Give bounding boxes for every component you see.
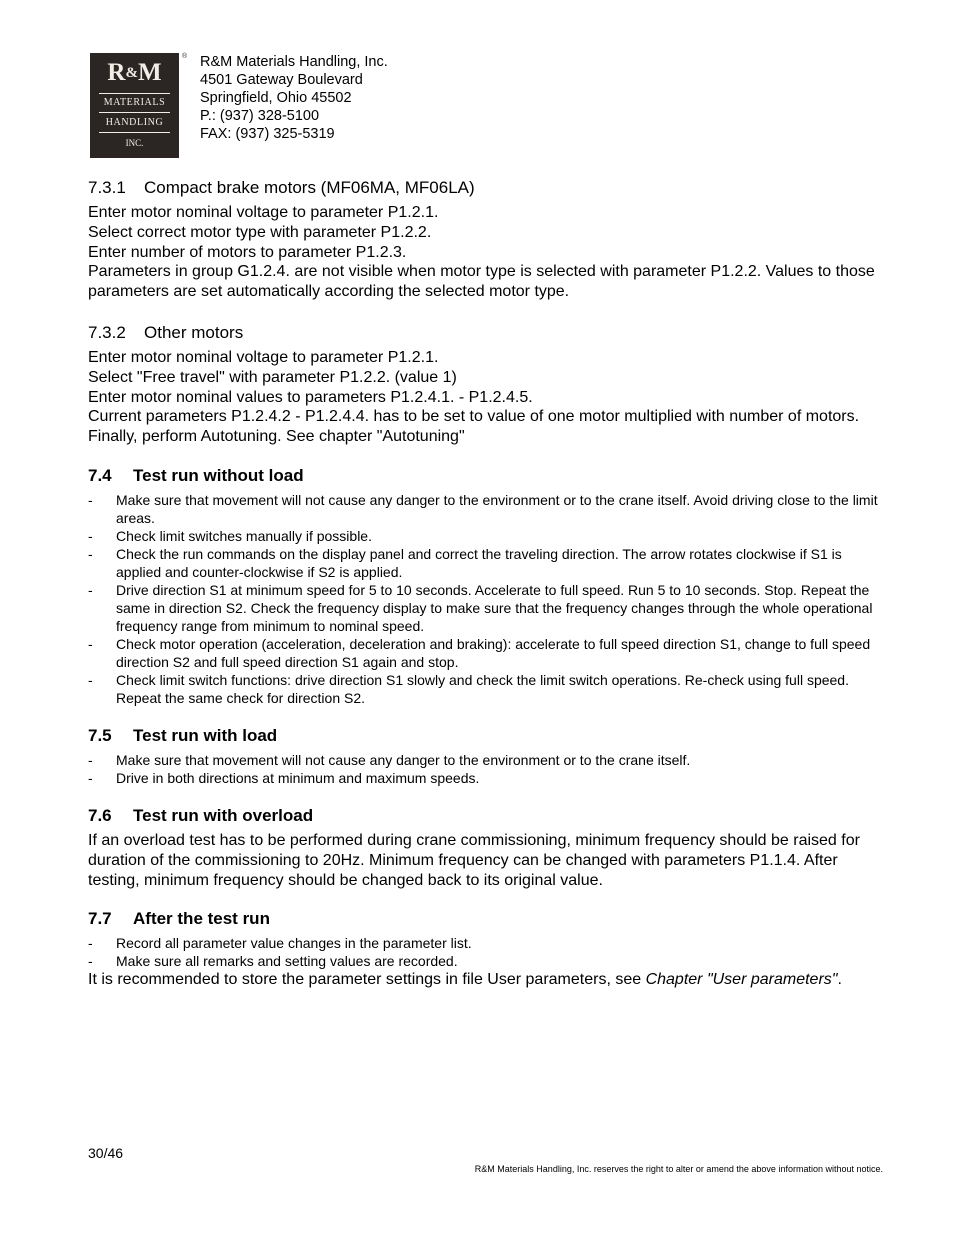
- closing-paragraph: It is recommended to store the parameter settings in file User parameters, see Chapter "User parameters".: [88, 971, 842, 989]
- logo-monogram: R&M: [107, 59, 162, 86]
- list-item: - Make sure that movement will not cause any danger to the environment or to the crane itself.: [88, 751, 888, 769]
- list-item: - Make sure all remarks and setting values are recorded.: [88, 952, 888, 970]
- paragraph-line: Enter motor nominal values to parameters P1.2.4.1. - P1.2.4.5.: [88, 388, 533, 406]
- list-item: - Check limit switches manually if possible.: [88, 527, 888, 545]
- company-logo: [90, 53, 179, 158]
- list-item: - Check limit switch functions: drive direction S1 slowly and check the limit switch operations. Re-check using full speed. Repeat the same check for direction S2.: [88, 671, 888, 707]
- paragraph-line: Current parameters P1.2.4.2 - P1.2.4.4. has to be set to value of one motor multiplied with number of motors.: [88, 408, 860, 426]
- footer-disclaimer: R&M Materials Handling, Inc. reserves the right to alter or amend the above information without notice.: [474, 1164, 883, 1174]
- page-number: 30/46: [88, 1145, 124, 1161]
- paragraph-line: Enter number of motors to parameter P1.2.3.: [88, 243, 407, 261]
- address-line: Springfield, Ohio 45502: [200, 90, 352, 106]
- paragraph-line: Parameters in group G1.2.4. are not visible when motor type is selected with parameter P1.2.2. Values to those parameters are set automatically according the selected motor type.: [88, 263, 875, 301]
- company-address: [200, 53, 388, 143]
- chapter-reference: Chapter "User parameters": [645, 971, 838, 989]
- list-item: - Record all parameter value changes in the parameter list.: [88, 934, 888, 952]
- section-7-7-heading: 7.7 After the test run: [88, 909, 270, 929]
- section-7-5-list: [88, 751, 888, 787]
- paragraph-line: Select correct motor type with parameter P1.2.2.: [88, 223, 432, 241]
- address-line: FAX: (937) 325-5319: [200, 126, 335, 142]
- paragraph-line: Select "Free travel" with parameter P1.2.2. (value 1): [88, 368, 457, 386]
- logo-word-2: HANDLING: [105, 117, 164, 128]
- list-item: - Check the run commands on the display panel and correct the traveling direction. The arrow rotates clockwise if S1 is applied and counter-clockwise if S2 is applied.: [88, 545, 888, 581]
- section-7-4-heading: 7.4 Test run without load: [88, 465, 304, 485]
- section-7-6-paragraph: If an overload test has to be performed during crane commissioning, minimum frequency should be raised for duration of the commissioning to 20Hz. Minimum frequency can be changed with parameters P1.1.4. After testing, minimum frequency should be changed back to its original value.: [88, 831, 860, 889]
- section-7-7-list: [88, 934, 888, 970]
- paragraph-line: Finally, perform Autotuning. See chapter "Autotuning": [88, 428, 465, 446]
- section-7-3-1-heading: 7.3.1 Compact brake motors (MF06MA, MF06LA): [88, 178, 475, 197]
- paragraph-line: Enter motor nominal voltage to parameter P1.2.1.: [88, 204, 439, 221]
- section-7-3-2-heading: 7.3.2 Other motors: [88, 322, 244, 342]
- address-line: R&M Materials Handling, Inc.: [200, 54, 388, 70]
- section-7-4-list: [88, 491, 888, 707]
- registered-mark: ®: [182, 53, 188, 60]
- list-item: - Check motor operation (acceleration, deceleration and braking): accelerate to full speed direction S1, change to full speed direction S2 and full speed direction S1 again and stop.: [88, 635, 888, 671]
- address-line: P.: (937) 328-5100: [200, 108, 320, 124]
- section-7-5-heading: 7.5 Test run with load: [88, 725, 278, 745]
- address-line: 4501 Gateway Boulevard: [200, 72, 363, 88]
- section-7-6-heading: 7.6 Test run with overload: [88, 805, 314, 825]
- logo-word-3: INC.: [125, 138, 144, 148]
- page-header: [90, 53, 690, 159]
- list-item: - Drive in both directions at minimum and maximum speeds.: [88, 769, 888, 787]
- logo-word-1: MATERIALS: [103, 97, 166, 108]
- list-item: - Make sure that movement will not cause any danger to the environment or to the crane itself. Avoid driving close to the limit areas.: [88, 491, 888, 527]
- paragraph-line: Enter motor nominal voltage to parameter P1.2.1.: [88, 348, 439, 366]
- document-body: [88, 177, 888, 990]
- list-item: - Drive direction S1 at minimum speed for 5 to 10 seconds. Accelerate to full speed. Run 5 to 10 seconds. Stop. Repeat the same in direction S2. Check the frequency display to make sure that the frequency changes through the whole operational frequency range from minimum to nominal speed.: [88, 581, 888, 635]
